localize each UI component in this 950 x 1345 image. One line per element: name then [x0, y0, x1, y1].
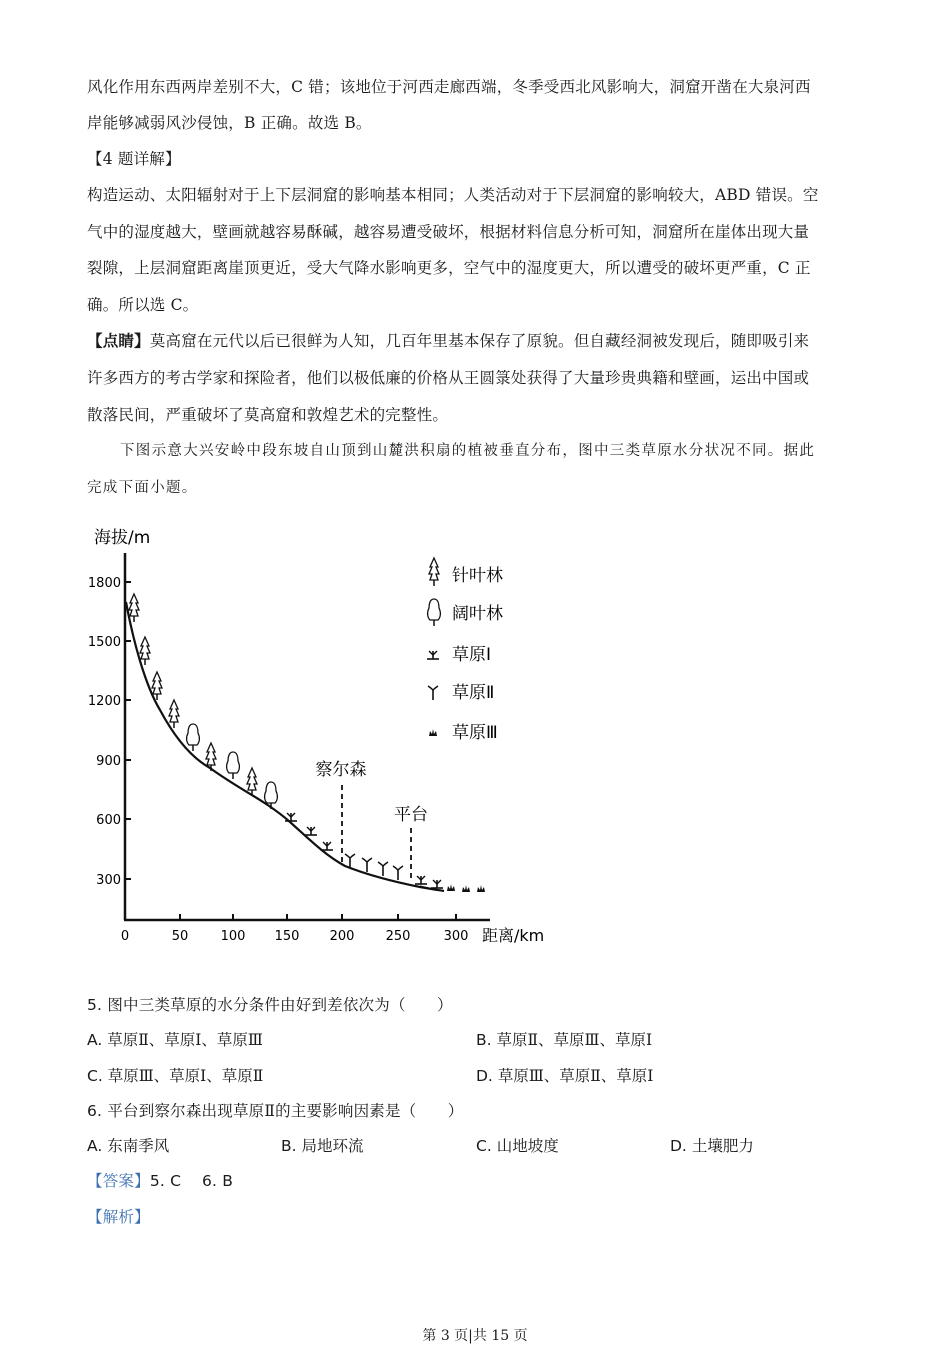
y-tick-labels: [88, 576, 121, 888]
q6-option-a[interactable]: A. 东南季风: [87, 1137, 170, 1155]
svg-text:50: 50: [171, 929, 189, 944]
svg-text:100: 100: [220, 929, 246, 944]
intro-text: 完成下面小题。: [87, 480, 198, 496]
conifer-legend-icon: [429, 558, 439, 586]
svg-text:300: 300: [443, 929, 469, 944]
intro-text: 下图示意大兴安岭中段东坡自山顶到山麓洪积扇的植被垂直分布，图中三类草原水分状况不同。据此: [120, 443, 816, 459]
q6-option-b[interactable]: B. 局地环流: [281, 1137, 364, 1155]
question-text: 图中三类草原的水分条件由好到差依次为（ ）: [107, 996, 453, 1014]
svg-text:200: 200: [329, 929, 355, 944]
x-axis-label: 距离/km: [482, 926, 545, 945]
text-line: 气中的湿度越大，壁画就越容易酥碱，越容易遭受破坏，根据材料信息分析可知，洞窟所在崖体出现大量: [87, 223, 810, 241]
text-line: 风化作用东西两岸差别不大，C 错；该地位于河西走廊西端，冬季受西北风影响大，洞窟开凿在大泉河西: [87, 78, 811, 96]
annotation-chaersen: 察尔森: [315, 760, 367, 780]
y-axis-label: 海拔/m: [94, 528, 151, 548]
grassland-1-legend-icon: [427, 651, 439, 659]
svg-text:150: 150: [274, 929, 300, 944]
section-heading: 【4 题详解】: [87, 150, 181, 168]
text-line: 散落民间，严重破坏了莫高窟和敦煌艺术的完整性。: [87, 406, 449, 424]
answer-label: 【答案】: [87, 1172, 150, 1190]
x-tick-labels: [121, 929, 469, 944]
text-line: 构造运动、太阳辐射对于上下层洞窟的影响基本相同；人类活动对于下层洞窟的影响较大，ABD 错误。空: [87, 186, 819, 204]
answer-line: [87, 1171, 233, 1191]
svg-text:0: 0: [120, 929, 130, 944]
q5-option-d[interactable]: D. 草原Ⅲ、草原Ⅱ、草原Ⅰ: [476, 1067, 654, 1085]
terrain-profile-line: [126, 602, 444, 891]
q6-option-d[interactable]: D. 土壤肥力: [670, 1137, 754, 1155]
annotation-platform: 平台: [394, 805, 428, 825]
analysis-label: 【解析】: [87, 1208, 150, 1226]
svg-text:250: 250: [385, 929, 411, 944]
question-6: 6. 平台到察尔森出现草原Ⅱ的主要影响因素是（ ）: [87, 1102, 464, 1120]
grassland-3-legend-icon: [429, 729, 437, 736]
text-line: 确。所以选 C。: [87, 296, 199, 314]
q5-option-b[interactable]: B. 草原Ⅱ、草原Ⅲ、草原Ⅰ: [476, 1031, 653, 1049]
grassland-2-legend-icon: [428, 686, 438, 700]
tip-label: 【点睛】: [87, 331, 150, 350]
q5-option-c[interactable]: C. 草原Ⅲ、草原Ⅰ、草原Ⅱ: [87, 1067, 264, 1085]
broadleaf-legend-icon: [428, 599, 441, 626]
page-footer: 第 3 页|共 15 页: [422, 1328, 528, 1344]
svg-text:草原Ⅱ: 草原Ⅱ: [452, 683, 495, 703]
q6-option-c[interactable]: C. 山地坡度: [476, 1137, 559, 1155]
chart-legend: [427, 558, 503, 743]
svg-text:1200: 1200: [87, 694, 121, 709]
question-5: 5. 图中三类草原的水分条件由好到差依次为（ ）: [87, 996, 453, 1014]
svg-text:针叶林: 针叶林: [452, 566, 503, 586]
text-line: 裂隙，上层洞窟距离崖顶更近，受大气降水影响更多，空气中的湿度更大，所以遭受的破坏更严重，C 正: [87, 259, 811, 277]
tip-text: 莫高窟在元代以后已很鲜为人知，几百年里基本保存了原貌。但自藏经洞被发现后，随即吸引来: [149, 332, 810, 350]
answer-text: 5. C 6. B: [149, 1172, 234, 1190]
question-text: 平台到察尔森出现草原Ⅱ的主要影响因素是（ ）: [107, 1102, 464, 1120]
svg-text:草原Ⅰ: 草原Ⅰ: [452, 645, 492, 665]
text-line: 岸能够减弱风沙侵蚀，B 正确。故选 B。: [87, 114, 372, 132]
svg-text:600: 600: [96, 813, 121, 828]
q5-option-a[interactable]: A. 草原Ⅱ、草原Ⅰ、草原Ⅲ: [87, 1031, 263, 1049]
svg-text:900: 900: [96, 754, 121, 769]
svg-text:草原Ⅲ: 草原Ⅲ: [452, 723, 498, 743]
svg-text:300: 300: [96, 873, 121, 888]
svg-text:阔叶林: 阔叶林: [452, 604, 503, 624]
svg-text:1800: 1800: [87, 576, 121, 591]
text-line: 许多西方的考古学家和探险者，他们以极低廉的价格从王圆箓处获得了大量珍贵典籍和壁画，运出中国或: [87, 369, 810, 387]
svg-text:1500: 1500: [87, 635, 121, 650]
broadleaf-forest-icons: [187, 724, 278, 809]
grassland-3-icons: [447, 884, 485, 892]
